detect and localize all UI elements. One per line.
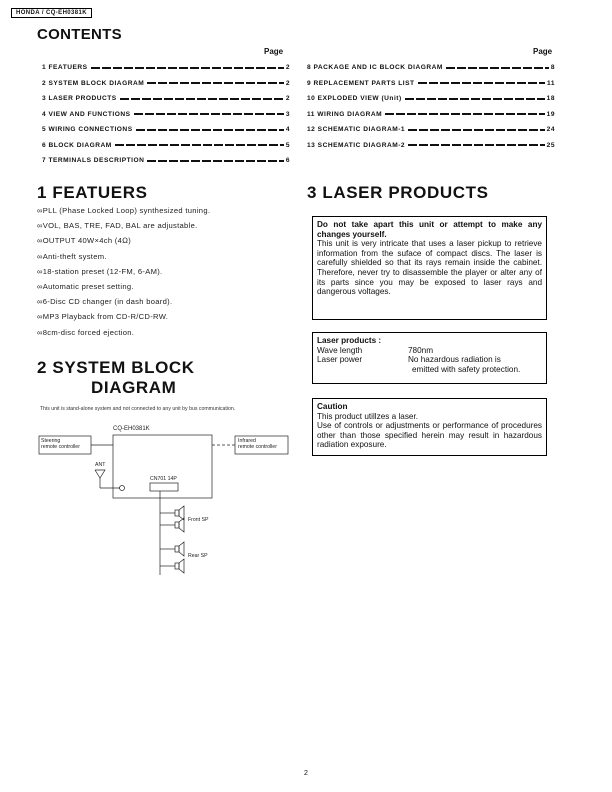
toc-entry-title: 4 VIEW AND FUNCTIONS [42,110,131,118]
toc-entry-page: 4 [285,126,290,134]
speaker-icon [175,563,179,569]
laser-products-title: Laser products : [317,336,382,345]
laser-caution-box [312,398,547,456]
system-block-note: This unit is stand-alone system and not connected to any unit by bus communication. [40,406,236,412]
toc-entry-page: 8 [550,64,555,72]
toc-entry-title: 5 WIRING CONNECTIONS [42,126,133,134]
speaker-icon [175,510,179,516]
page-column-label-right: Page [533,47,553,56]
toc-entry-page: 2 [285,95,290,103]
speaker-icon [175,546,179,552]
speaker-icon [179,506,184,520]
laser-products-box [312,332,547,384]
toc-entry-page: 11 [547,79,555,87]
toc-entry-page: 6 [285,157,290,165]
system-block-heading-line2: DIAGRAM [91,378,177,397]
toc-entry-page: 24 [546,126,555,134]
laser-power-row [317,355,542,374]
laser-power-value [408,355,520,374]
toc-entry-page: 2 [285,79,290,87]
toc-entry-title: 13 SCHEMATIC DIAGRAM-2 [307,141,406,149]
laser-power-value-line1: No hazardous radiation is [408,355,501,365]
toc-entry-title: 9 REPLACEMENT PARTS LIST [307,79,415,87]
antenna-jack-icon [120,486,125,491]
steering-remote-label-line1: Steering [41,438,61,444]
laser-heading: 3 LASER PRODUCTS [307,183,489,202]
toc-entry-title: 12 SCHEMATIC DIAGRAM-1 [307,126,406,134]
feature-item: ∞18-station preset (12-FM, 6-AM). [37,266,163,276]
connector-label: CN701 14P [150,476,177,482]
page-column-label-left: Page [264,47,284,56]
infrared-remote-label [238,438,277,450]
feature-item: ∞6-Disc CD changer (in dash board). [37,297,173,307]
caution-line1: This product utillzes a laser. [317,411,419,421]
toc-entry-page: 2 [285,64,290,72]
feature-item: ∞VOL, BAS, TRE, FAD, BAL are adjustable. [37,221,198,231]
front-speaker-group [160,506,184,532]
page-number: 2 [304,770,308,777]
toc-entry-title: 2 SYSTEM BLOCK DIAGRAM [42,79,145,87]
rear-speaker-group [160,542,184,573]
feature-item: ∞Anti-theft system. [37,251,107,261]
speaker-icon [179,542,184,556]
wave-length-row [317,346,542,356]
feature-item: ∞8cm-disc forced ejection. [37,327,135,337]
feature-item: ∞OUTPUT 40W×4ch (4Ω) [37,236,132,246]
toc-entry-page: 18 [546,95,555,103]
system-block-heading-line1: 2 SYSTEM BLOCK [37,358,195,377]
connector-box [150,483,178,491]
laser-warning-text: This unit is very intricate that uses a laser pickup to retrieve information from the suface of compact discs. The laser is carefully shielded so that its rays remain inside the cabinet. Therefore, never try to disassemble the player or alter any of its parts since you may be exposed to laser rays and dangerous voltages. [317,239,542,297]
contents-title: CONTENTS [37,26,122,43]
caution-text: Use of controls or adjustments or performance of procedures other than those specified herein may result in hazardous radiation exposure. [317,421,542,450]
front-speaker-label: Front SP [188,517,209,523]
steering-remote-label-line2: remote controller [41,444,80,450]
toc-entry-title: 8 PACKAGE AND IC BLOCK DIAGRAM [307,64,443,72]
speaker-icon [179,518,184,532]
speaker-icon [175,522,179,528]
toc-entry-page: 5 [285,141,290,149]
antenna-icon [95,470,105,478]
caution-title: Caution [317,402,348,411]
model-tag: HONDA / CQ-EH0381K [11,8,92,18]
toc-entry-page: 3 [285,110,290,118]
infrared-remote-label-line1: Infrared [238,438,256,444]
features-heading: 1 FEATUERS [37,183,148,202]
toc-entry-title: 7 TERMINALS DESCRIPTION [42,157,145,165]
laser-warning-box [312,216,547,320]
main-unit-box [113,435,212,498]
feature-item: ∞MP3 Playback from CD-R/CD-RW. [37,312,169,322]
laser-warning-title: Do not take apart this unit or attempt to make any changes yourself. [317,220,542,239]
toc-entry-title: 3 LASER PRODUCTS [42,95,117,103]
wave-length-label: Wave length [317,345,363,355]
toc-entry-title: 11 WIRING DIAGRAM [307,110,383,118]
unit-model-label: CQ-EH0381K [113,426,150,432]
feature-item: ∞Automatic preset setting. [37,281,134,291]
wave-length-value: 780nm [408,345,434,355]
feature-item: ∞PLL (Phase Locked Loop) synthesized tuning. [37,206,211,215]
speaker-icon [179,559,184,573]
rear-speaker-label: Rear SP [188,553,208,559]
toc-entry-title: 1 FEATUERS [42,64,88,72]
toc-entry-title: 6 BLOCK DIAGRAM [42,141,112,149]
laser-power-value-line2: emitted with safety protection. [412,364,521,374]
toc-entry-page: 19 [546,110,555,118]
antenna-label: ANT [95,462,106,468]
laser-power-label: Laser power [317,355,363,365]
steering-remote-label [41,438,80,450]
infrared-remote-label-line2: remote controller [238,444,277,450]
toc-entry-page: 25 [546,141,555,149]
toc-entry-title: 10 EXPLODED VIEW (Unit) [307,95,402,103]
